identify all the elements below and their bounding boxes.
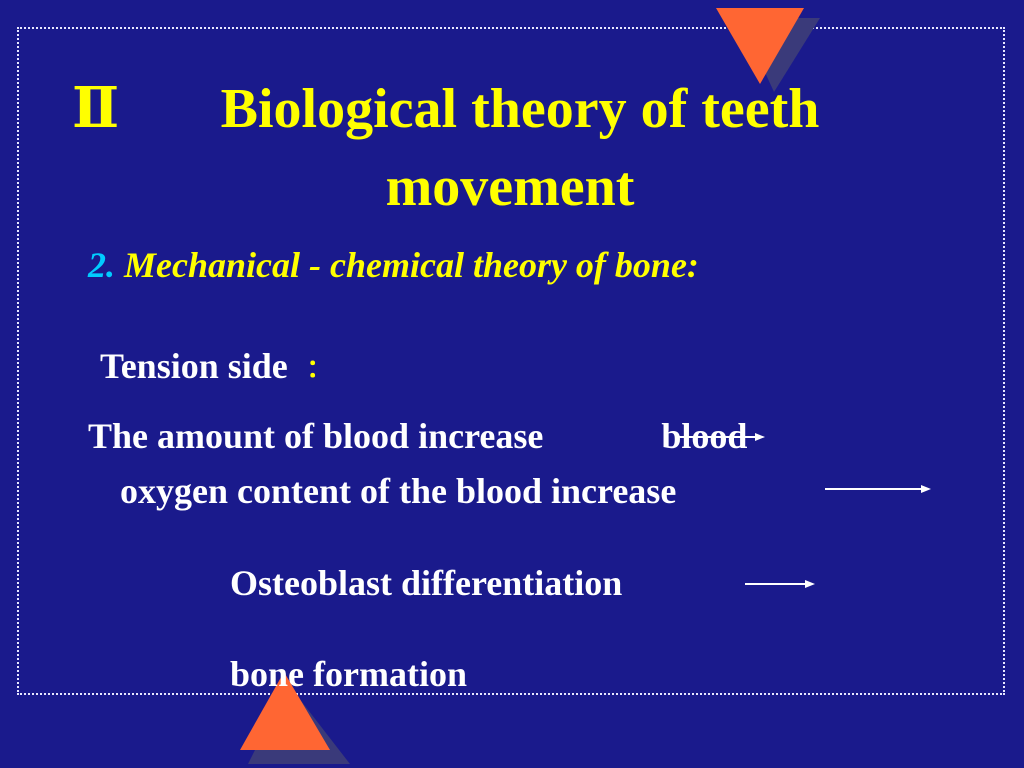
body-line-3: Osteoblast differentiation [230,563,623,603]
subtitle-colon: : [686,245,699,285]
arrow-icon-1 [675,430,767,444]
arrow-icon-3 [745,577,817,591]
subtitle-text: Mechanical - chemical theory of bone [124,245,687,285]
body-line-2: oxygen content of the blood increase [120,471,677,511]
arrow-icon-2 [825,482,933,496]
title-number: Ⅱ [72,78,120,140]
tension-label: Tension side [100,346,288,386]
subtitle-number: 2. [88,245,115,285]
title-line-2: movement [385,156,635,218]
tension-side-heading [100,343,336,387]
line1-text-a: The amount of blood increase [88,416,544,456]
line1-text-b: blood [661,416,748,456]
title-line-1: Biological theory of teeth [220,78,820,140]
tension-colon: ： [305,352,336,385]
body-line-1 [88,415,747,457]
body-line-4: bone formation [230,654,467,694]
section-subtitle [88,244,699,286]
slide-title [60,70,920,226]
